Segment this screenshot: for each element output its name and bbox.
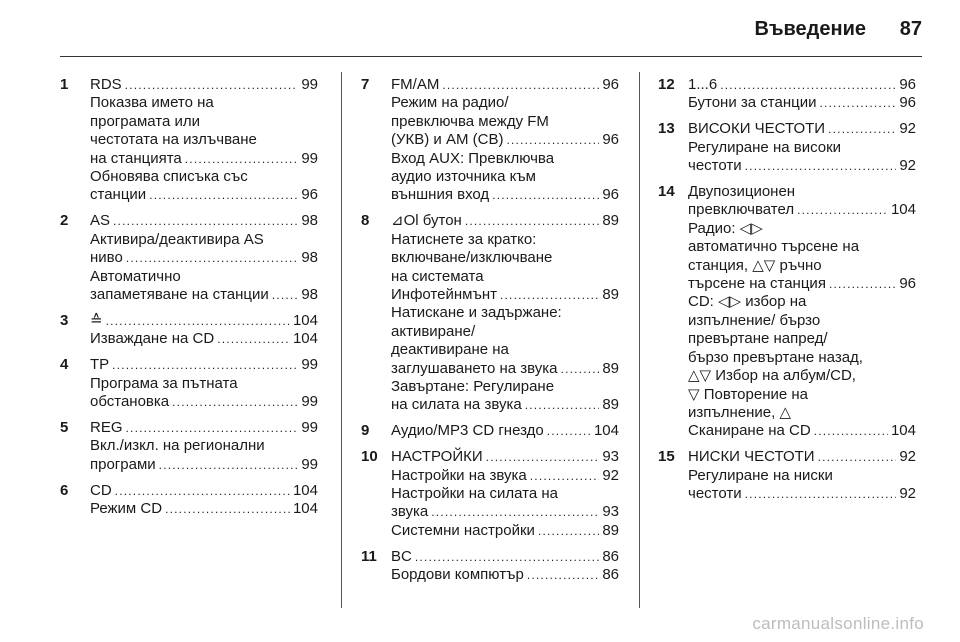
entry-number: 13 [658, 120, 675, 138]
entry-line [391, 360, 619, 378]
page-reference: 99 [301, 356, 318, 374]
entry-line [688, 183, 916, 201]
index-entry [361, 548, 619, 585]
entry-text: Активира/деактивира AS [90, 230, 264, 248]
entry-number: 2 [60, 212, 69, 230]
leader-dots [525, 396, 600, 414]
entry-line [391, 448, 619, 466]
entry-line [90, 94, 318, 112]
page-reference: 99 [301, 393, 318, 410]
leader-dots [272, 286, 299, 304]
leader-dots [442, 76, 599, 94]
page-title: Въведение [754, 18, 866, 40]
entry-line [90, 356, 318, 374]
entry-text: ⊿Ol бутон [391, 212, 462, 230]
entry-text: Инфотейнмънт [391, 285, 497, 303]
page-reference: 92 [602, 466, 619, 484]
entry-line [90, 286, 318, 304]
index-entry [361, 212, 619, 414]
leader-dots [814, 422, 888, 440]
entry-number: 14 [658, 183, 675, 201]
page-number: 87 [899, 18, 922, 40]
leader-dots [547, 422, 591, 440]
entry-line [90, 437, 318, 455]
entry-line [688, 312, 916, 330]
entry-line [391, 485, 619, 503]
leader-dots [819, 94, 896, 112]
entry-line [391, 503, 619, 521]
entry-text: честоти [688, 485, 742, 503]
entry-line [90, 312, 318, 330]
page-header [60, 14, 922, 48]
page-reference: 93 [602, 448, 619, 466]
entry-line [90, 500, 318, 518]
page-reference: 96 [301, 186, 318, 204]
entry-line [391, 76, 619, 94]
page-reference: 89 [602, 521, 619, 539]
entry-text: (УКВ) и AM (СВ) [391, 131, 504, 149]
leader-dots [125, 76, 299, 94]
entry-line [688, 293, 916, 311]
column-divider [639, 72, 640, 608]
entry-text: на силата на звука [391, 396, 522, 414]
entry-line [90, 456, 318, 474]
entry-line [90, 76, 318, 94]
entry-text: AS [90, 212, 111, 230]
entry-text: ≙ [90, 311, 103, 329]
page-reference: 86 [602, 566, 619, 584]
entry-text: изпълнение/ бързо [688, 311, 821, 329]
entry-text: Натиснете за кратко: [391, 230, 537, 248]
entry-line [391, 268, 619, 286]
entry-text: ▽ Повторение на [688, 385, 808, 403]
leader-dots [217, 330, 290, 348]
entry-line [90, 231, 318, 249]
entry-line [688, 448, 916, 466]
page-reference: 92 [899, 157, 916, 175]
leader-dots [530, 467, 600, 485]
leader-dots [112, 356, 298, 374]
entry-text: Бутони за станции [688, 94, 817, 112]
entry-text: на станцията [90, 149, 182, 167]
entry-line [90, 113, 318, 131]
watermark: carmanualsonline.info [752, 614, 924, 633]
entry-line [688, 220, 916, 238]
entry-text: Системни настройки [391, 521, 535, 539]
entry-number: 3 [60, 311, 69, 329]
entry-line [391, 113, 619, 131]
index-entry [658, 120, 916, 175]
entry-text: Настройки на силата на [391, 485, 558, 503]
entry-number: 15 [658, 448, 675, 466]
entry-text: Вкл./изкл. на регионални [90, 437, 265, 455]
leader-dots [561, 360, 600, 378]
entry-line [391, 168, 619, 186]
page-reference: 92 [899, 120, 916, 138]
entry-line [688, 467, 916, 485]
entry-number: 5 [60, 418, 69, 436]
entry-line [391, 323, 619, 341]
leader-dots [106, 312, 290, 330]
entry-text: звука [391, 503, 429, 521]
entry-text: на системата [391, 267, 484, 285]
entry-number: 6 [60, 481, 69, 499]
page-reference: 96 [899, 76, 916, 93]
entry-text: REG [90, 418, 123, 436]
entry-line [688, 94, 916, 112]
entry-line [688, 238, 916, 256]
column-divider [341, 72, 342, 608]
entry-text: ниво [90, 249, 123, 267]
page-reference: 98 [301, 285, 318, 303]
entry-line [391, 467, 619, 485]
entry-line [391, 341, 619, 359]
entry-line [90, 168, 318, 186]
page-reference: 99 [301, 76, 318, 93]
leader-dots [720, 76, 896, 94]
entry-text: Регулиране на високи [688, 138, 842, 156]
entry-line [688, 201, 916, 219]
entry-line [90, 186, 318, 204]
page-reference: 96 [899, 275, 916, 293]
page-reference: 92 [899, 485, 916, 503]
entry-line [688, 386, 916, 404]
entry-text: външния вход [391, 186, 490, 204]
leader-dots [165, 500, 290, 518]
entry-text: CD: ◁▷ избор на [688, 293, 807, 311]
entry-text: Радио: ◁▷ [688, 219, 763, 237]
entry-text: станция, △▽ ръчно [688, 256, 822, 274]
header-divider [60, 56, 922, 57]
entry-text: RDS [90, 76, 122, 93]
entry-text: Показва името на [90, 94, 214, 112]
entry-line [90, 330, 318, 348]
page-reference: 96 [899, 94, 916, 112]
index-entry [60, 482, 318, 519]
leader-dots [159, 456, 299, 474]
leader-dots [126, 249, 299, 267]
entry-line [688, 76, 916, 94]
entry-line [391, 304, 619, 322]
page-reference: 92 [899, 448, 916, 466]
page-reference: 98 [301, 212, 318, 230]
page-reference: 104 [292, 330, 318, 348]
entry-number: 12 [658, 76, 675, 93]
index-column-1 [60, 76, 318, 526]
leader-dots [431, 503, 599, 521]
index-entry [60, 419, 318, 474]
leader-dots [828, 120, 896, 138]
index-entry [60, 312, 318, 349]
leader-dots [492, 186, 599, 204]
entry-text: бързо превъртане назад, [688, 348, 863, 366]
page-reference: 89 [602, 285, 619, 303]
entry-line [688, 485, 916, 503]
leader-dots [486, 448, 600, 466]
entry-text: превключвател [688, 201, 795, 219]
entry-line [90, 268, 318, 286]
entry-text: автоматично търсене на [688, 238, 860, 256]
entry-text: Аудио/MP3 CD гнездо [391, 422, 544, 440]
page-reference: 104 [890, 422, 916, 440]
entry-text: честотата на излъчване [90, 131, 257, 149]
page-reference: 104 [292, 311, 318, 329]
leader-dots [797, 201, 888, 219]
page-reference: 96 [602, 186, 619, 204]
index-entry [361, 448, 619, 540]
entry-text: Вход AUX: Превключва [391, 149, 555, 167]
entry-text: станции [90, 186, 147, 204]
entry-line [90, 393, 318, 411]
entry-line [391, 566, 619, 584]
entry-line [688, 120, 916, 138]
entry-text: BC [391, 547, 412, 565]
entry-text: Режим CD [90, 500, 163, 518]
entry-text: FM/AM [391, 76, 440, 93]
leader-dots [829, 275, 896, 293]
entry-text: Обновява списъка със [90, 168, 248, 186]
leader-dots [465, 212, 599, 230]
entry-number: 7 [361, 76, 370, 93]
leader-dots [415, 548, 599, 566]
entry-text: △▽ Избор на албум/CD, [688, 367, 856, 385]
entry-number: 9 [361, 422, 370, 440]
index-entry [658, 183, 916, 441]
page-reference: 96 [602, 131, 619, 149]
page-reference: 99 [301, 149, 318, 167]
page-reference: 89 [602, 396, 619, 414]
page-reference: 89 [602, 359, 619, 377]
entry-line [391, 231, 619, 249]
entry-text: Режим на радио/ [391, 94, 509, 112]
page-reference: 96 [602, 76, 619, 93]
entry-line [688, 367, 916, 385]
entry-number: 1 [60, 76, 69, 93]
entry-line [688, 330, 916, 348]
entry-line [90, 150, 318, 168]
entry-line [90, 131, 318, 149]
leader-dots [538, 522, 599, 540]
entry-line [391, 396, 619, 414]
index-entry [658, 76, 916, 113]
entry-text: деактивиране на [391, 341, 509, 359]
leader-dots [818, 448, 897, 466]
entry-text: запаметяване на станции [90, 285, 269, 303]
entry-text: програми [90, 455, 156, 473]
entry-line [90, 482, 318, 500]
index-entry [658, 448, 916, 503]
leader-dots [500, 286, 599, 304]
entry-text: 1...6 [688, 76, 718, 93]
leader-dots [745, 485, 897, 503]
index-entry [60, 76, 318, 205]
entry-line [688, 157, 916, 175]
page-reference: 104 [292, 481, 318, 499]
index-entry [361, 422, 619, 440]
entry-text: обстановка [90, 393, 170, 410]
page-reference: 89 [602, 212, 619, 230]
entry-line [391, 212, 619, 230]
entry-line [90, 249, 318, 267]
leader-dots [745, 157, 897, 175]
page-reference: 99 [301, 455, 318, 473]
entry-text: ВИСОКИ ЧЕСТОТИ [688, 120, 826, 138]
index-column-3 [658, 76, 916, 511]
entry-number: 10 [361, 448, 378, 466]
entry-text: превъртане напред/ [688, 330, 828, 348]
leader-dots [172, 393, 298, 411]
entry-text: НИСКИ ЧЕСТОТИ [688, 448, 815, 466]
entry-line [391, 131, 619, 149]
entry-text: Изваждане на CD [90, 330, 215, 348]
page-reference: 86 [602, 547, 619, 565]
entry-line [688, 257, 916, 275]
leader-dots [185, 150, 299, 168]
entry-line [391, 94, 619, 112]
entry-line [90, 212, 318, 230]
entry-line [391, 186, 619, 204]
entry-line [688, 404, 916, 422]
entry-line [90, 375, 318, 393]
entry-text: НАСТРОЙКИ [391, 448, 483, 466]
page-reference: 104 [593, 422, 619, 440]
entry-line [391, 249, 619, 267]
leader-dots [115, 482, 290, 500]
leader-dots [113, 212, 298, 230]
entry-text: Автоматично [90, 267, 181, 285]
entry-line [391, 286, 619, 304]
page-reference: 99 [301, 418, 318, 436]
entry-text: превключва между FM [391, 112, 549, 130]
entry-text: активиране/ [391, 322, 476, 340]
entry-line [688, 349, 916, 367]
entry-number: 8 [361, 212, 370, 230]
entry-text: Завъртане: Регулиране [391, 378, 555, 395]
entry-number: 11 [361, 547, 377, 565]
entry-line [391, 548, 619, 566]
entry-line [391, 378, 619, 396]
leader-dots [527, 566, 600, 584]
index-entry [60, 212, 318, 304]
entry-text: Програма за пътната [90, 374, 238, 392]
entry-text: аудио източника към [391, 168, 536, 186]
leader-dots [149, 186, 298, 204]
entry-line [688, 275, 916, 293]
page-reference: 98 [301, 249, 318, 267]
entry-text: Натискане и задържане: [391, 304, 562, 322]
index-column-2 [361, 76, 619, 592]
entry-text: Двупозиционен [688, 183, 796, 201]
entry-text: Настройки на звука [391, 466, 527, 484]
entry-line [90, 419, 318, 437]
entry-text: Регулиране на ниски [688, 466, 833, 484]
entry-line [391, 422, 619, 440]
page-reference: 104 [890, 201, 916, 219]
page-reference: 93 [602, 503, 619, 521]
entry-text: TP [90, 356, 110, 374]
entry-text: Бордови компютър [391, 566, 524, 584]
entry-line [688, 139, 916, 157]
index-entry [60, 356, 318, 411]
leader-dots [126, 419, 299, 437]
entry-line [391, 522, 619, 540]
leader-dots [506, 131, 599, 149]
entry-line [688, 422, 916, 440]
entry-text: честоти [688, 157, 742, 175]
index-entry [361, 76, 619, 205]
entry-line [391, 150, 619, 168]
entry-text: CD [90, 481, 112, 499]
entry-text: търсене на станция [688, 275, 826, 293]
entry-text: програмата или [90, 112, 201, 130]
entry-text: заглушаването на звука [391, 359, 558, 377]
entry-text: включване/изключване [391, 249, 553, 267]
entry-number: 4 [60, 356, 69, 374]
entry-text: изпълнение, △ [688, 403, 792, 421]
entry-text: Сканиране на CD [688, 422, 811, 440]
page-reference: 104 [292, 500, 318, 518]
